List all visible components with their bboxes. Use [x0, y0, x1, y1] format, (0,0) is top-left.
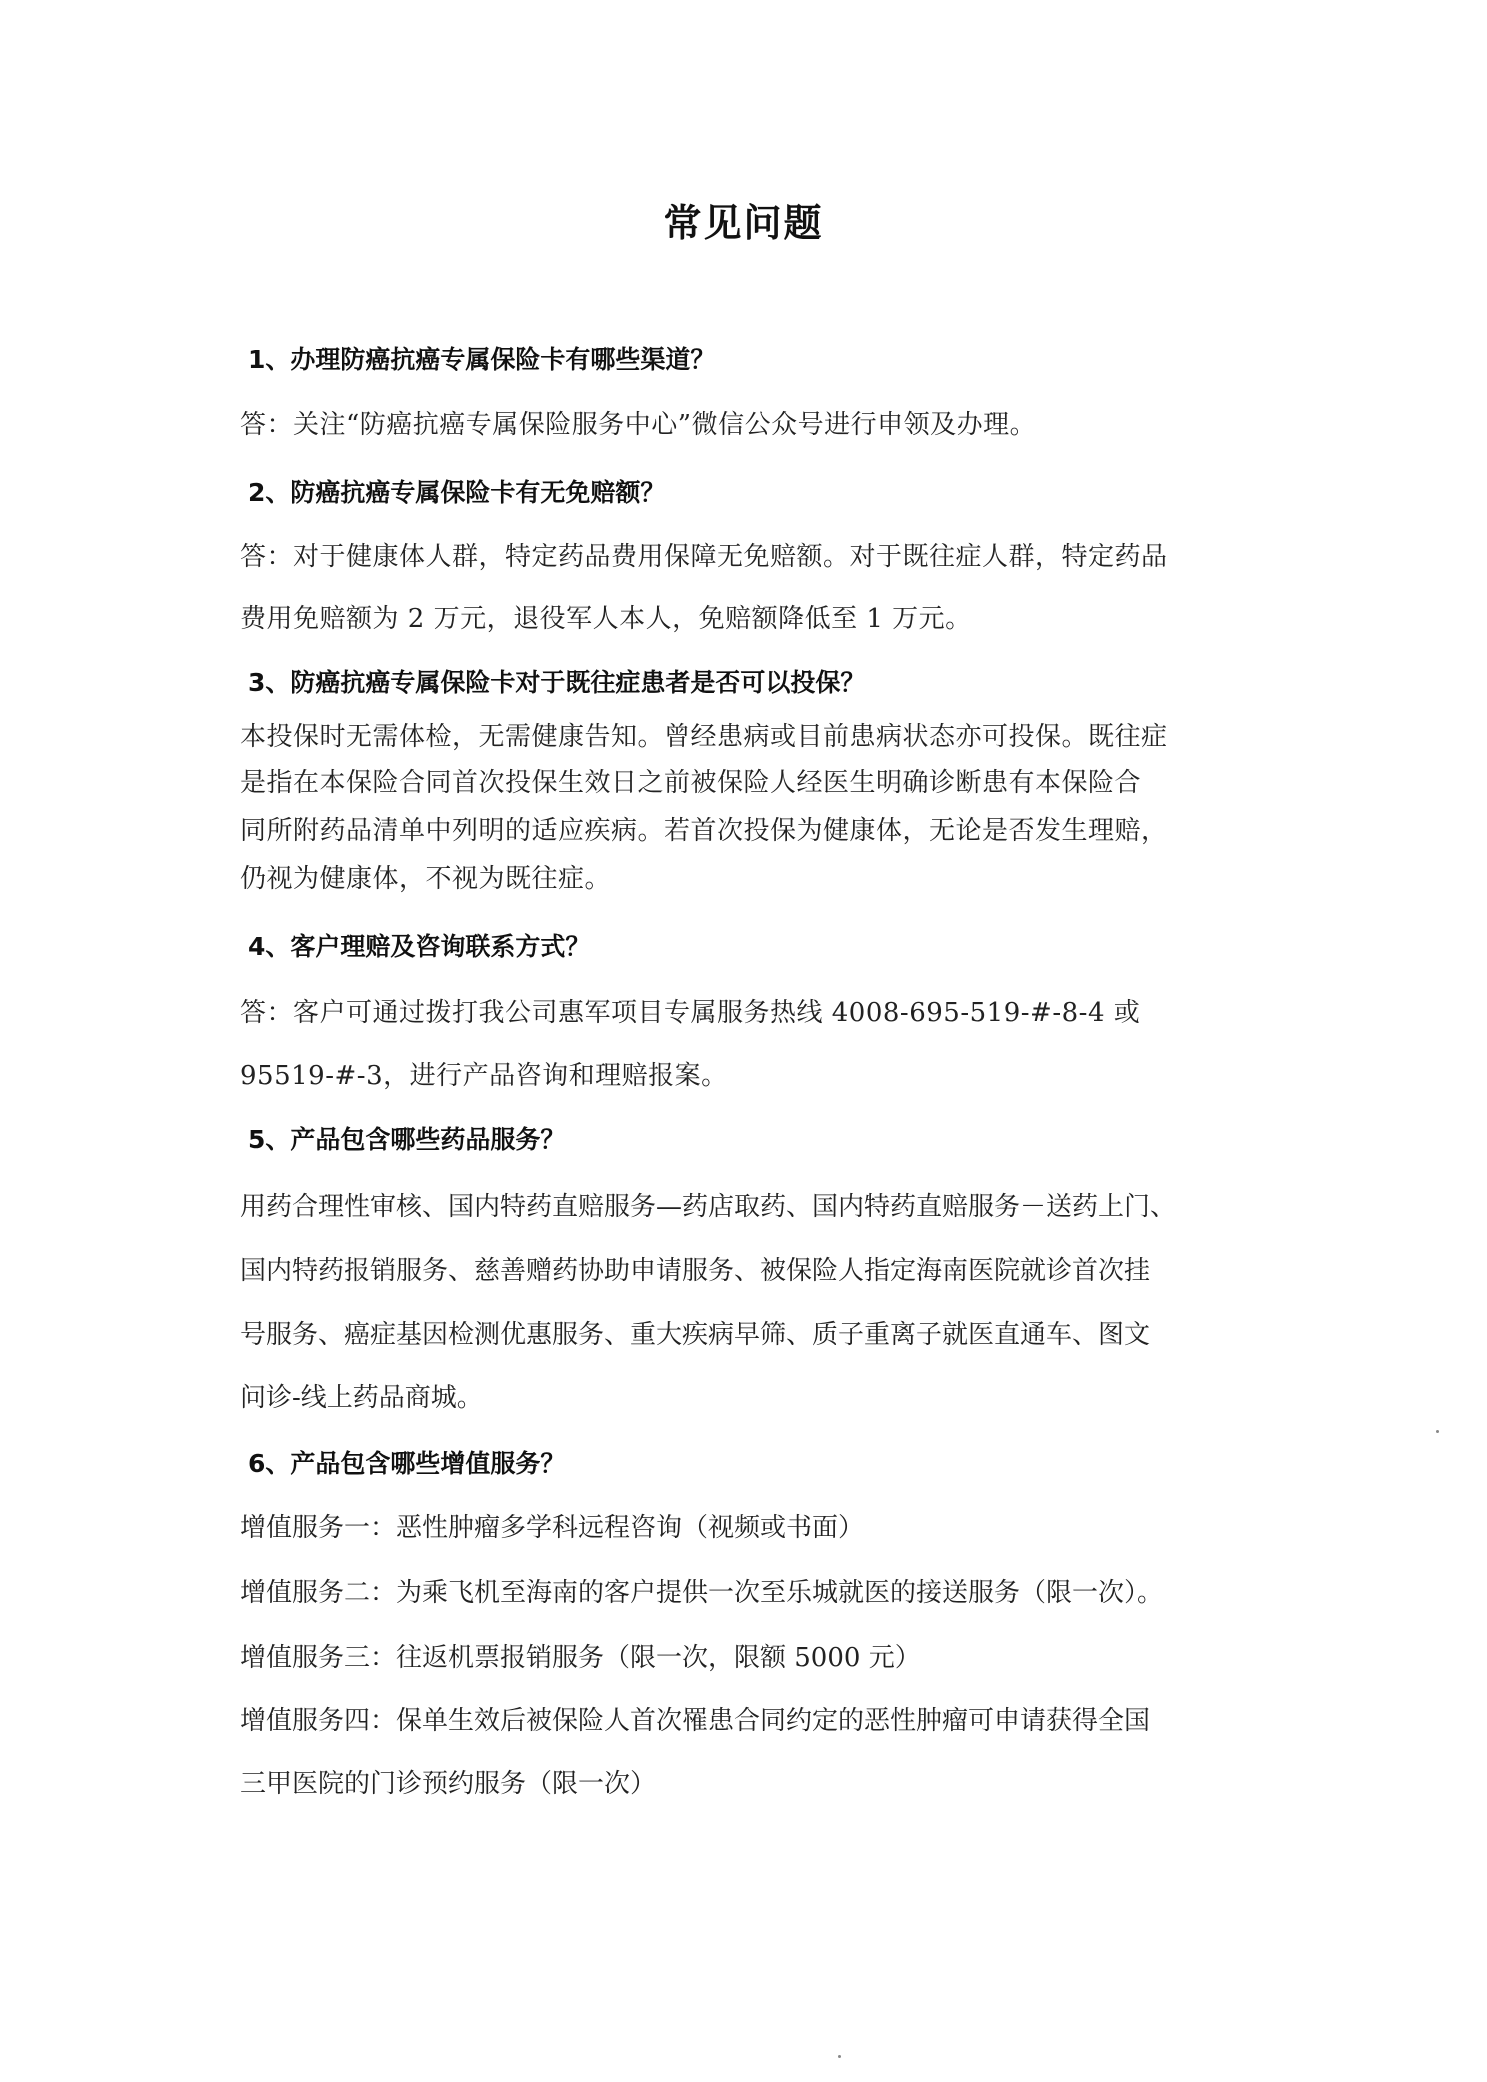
faq-answer-3-line-4: 仍视为健康体，不视为既往症。 [240, 864, 612, 894]
faq-answer-2-line-1: 答：对于健康体人群，特定药品费用保障无免赔额。对于既往症人群，特定药品 [240, 542, 1168, 572]
faq-answer-4-line-2: 95519-#-3，进行产品咨询和理赔报案。 [240, 1061, 728, 1091]
faq-answer-5-line-4: 问诊-线上药品商城。 [240, 1383, 483, 1413]
faq-question-5: 5、产品包含哪些药品服务？ [248, 1125, 566, 1154]
faq-question-6: 6、产品包含哪些增值服务？ [248, 1449, 566, 1478]
faq-answer-1-line-1: 答：关注“防癌抗癌专属保险服务中心”微信公众号进行申领及办理。 [240, 410, 1037, 440]
faq-answer-6-line-5: 三甲医院的门诊预约服务（限一次） [240, 1769, 657, 1799]
faq-answer-6-line-4: 增值服务四：保单生效后被保险人首次罹患合同约定的恶性肿瘤可申请获得全国 [240, 1706, 1151, 1736]
scan-speck [1436, 1430, 1439, 1433]
faq-question-1: 1、办理防癌抗癌专属保险卡有哪些渠道？ [248, 345, 716, 374]
faq-question-4: 4、客户理赔及咨询联系方式？ [248, 932, 591, 961]
faq-answer-5-line-3: 号服务、癌症基因检测优惠服务、重大疾病早筛、质子重离子就医直通车、图文 [240, 1320, 1151, 1350]
faq-answer-5-line-1: 用药合理性审核、国内特药直赔服务—药店取药、国内特药直赔服务－送药上门、 [240, 1192, 1177, 1222]
scan-speck [838, 2055, 841, 2058]
faq-answer-3-line-2: 是指在本保险合同首次投保生效日之前被保险人经医生明确诊断患有本保险合 [240, 768, 1142, 798]
faq-answer-4-line-1: 答：客户可通过拨打我公司惠军项目专属服务热线 4008-695-519-#-8-4 或 [240, 998, 1141, 1028]
faq-answer-2-line-2: 费用免赔额为 2 万元，退役军人本人，免赔额降低至 1 万元。 [240, 604, 972, 634]
faq-question-2: 2、防癌抗癌专属保险卡有无免赔额？ [248, 478, 666, 507]
faq-answer-3-line-1: 本投保时无需体检，无需健康告知。曾经患病或目前患病状态亦可投保。既往症 [240, 722, 1168, 752]
faq-question-3: 3、防癌抗癌专属保险卡对于既往症患者是否可以投保？ [248, 668, 866, 697]
faq-answer-6-line-1: 增值服务一：恶性肿瘤多学科远程咨询（视频或书面） [240, 1513, 865, 1543]
faq-answer-6-line-3: 增值服务三：往返机票报销服务（限一次，限额 5000 元） [240, 1643, 921, 1673]
page-title: 常见问题 [663, 201, 824, 245]
faq-answer-5-line-2: 国内特药报销服务、慈善赠药协助申请服务、被保险人指定海南医院就诊首次挂 [240, 1256, 1151, 1286]
faq-answer-3-line-3: 同所附药品清单中列明的适应疾病。若首次投保为健康体，无论是否发生理赔， [240, 816, 1168, 846]
faq-answer-6-line-2: 增值服务二：为乘飞机至海南的客户提供一次至乐城就医的接送服务（限一次）。 [240, 1578, 1164, 1608]
